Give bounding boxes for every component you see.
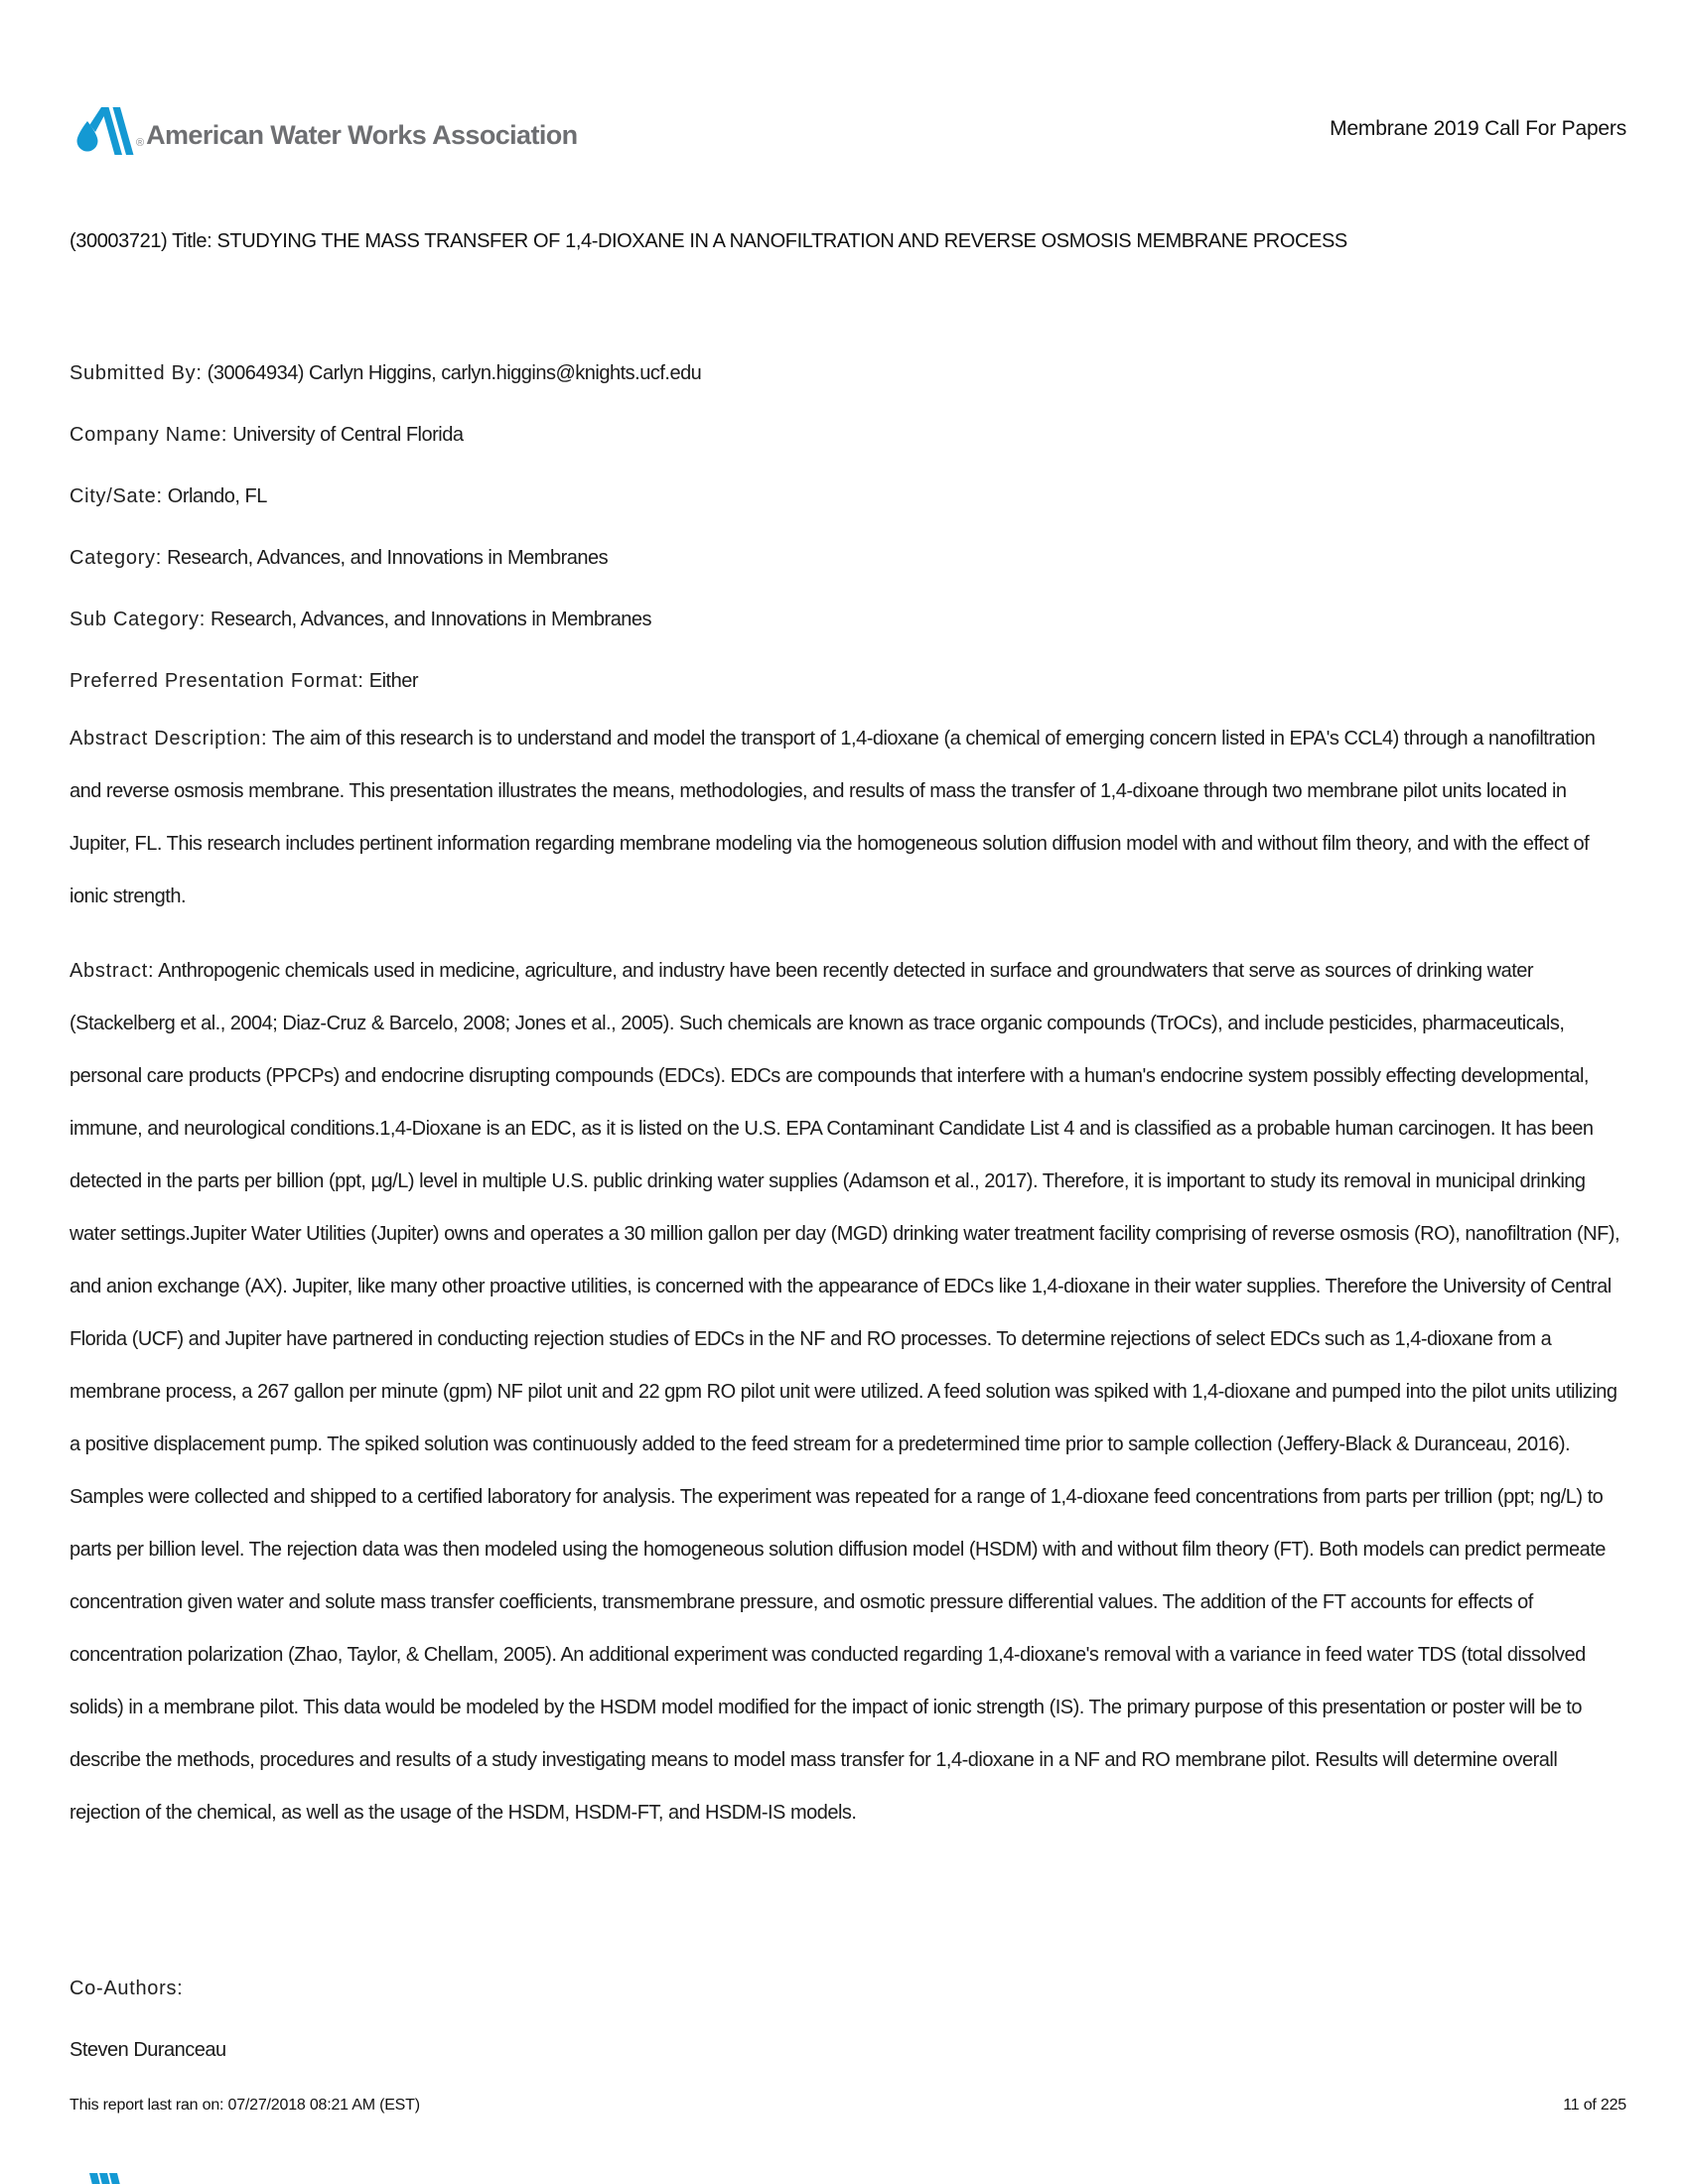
awwa-water-drop-icon [73, 105, 135, 155]
classification-section [70, 527, 1626, 712]
sub-category-value: Research, Advances, and Innovations in Membranes [205, 609, 652, 630]
submitted-by-value: (30064934) Carlyn Higgins, carlyn.higgins@knights.ucf.edu [202, 362, 702, 384]
presentation-format-label: Preferred Presentation Format: [70, 670, 364, 692]
header-logo [73, 105, 578, 155]
city-state-row [70, 466, 1626, 527]
presentation-format-value: Either [363, 670, 418, 692]
submitted-by-label: Submitted By: [70, 362, 203, 384]
registered-trademark-symbol: ® [136, 137, 145, 149]
submitter-section [70, 342, 1626, 527]
report-title: Membrane 2019 Call For Papers [1330, 117, 1626, 140]
category-row [70, 527, 1626, 589]
sub-category-row [70, 589, 1626, 650]
company-name-label: Company Name: [70, 424, 228, 446]
abstract-label: Abstract: [70, 960, 155, 982]
org-name: American Water Works Association [146, 120, 578, 150]
abstract-description-label: Abstract Description: [70, 728, 268, 750]
co-authors-label: Co-Authors: [70, 1978, 184, 1999]
abstract-paragraph [70, 945, 1626, 1840]
company-name-value: University of Central Florida [227, 424, 464, 446]
co-authors-section [70, 1958, 1626, 2081]
abstract-text: Anthropogenic chemicals used in medicine, agriculture, and industry have been recently detected in surface and groundwaters that serve as sources of drinking water (Stackelberg et al., 2004; Diaz-Cruz & Barcelo, 2008; Jones et al., 2005). Such chemicals are known as trace organic compounds (TrOCs), and include pesticides, pharmaceuticals, personal care products (PPCPs) and endocrine disrupting compounds (EDCs). EDCs are compounds that interfere with a human's endocrine system possibly effecting developmental, immune, and neurological conditions.1,4-Dioxane is an EDC, as it is listed on the U.S. EPA Contaminant Candidate List 4 and is classified as a probable human carcinogen. It has been detected in the parts per billion (ppt, µg/L) level in multiple U.S. public drinking water supplies (Adamson et al., 2017). Therefore, it is important to study its removal in municipal drinking water settings.Jupiter Water Utilities (Jupiter) owns and operates a 30 million gallon per day (MGD) drinking water treatment facility comprising of reverse osmosis (RO), nanofiltration (NF), and anion exchange (AX). Jupiter, like many other proactive utilities, is concerned with the appearance of EDCs like 1,4-dioxane in their water supplies. Therefore the University of Central Florida (UCF) and Jupiter have partnered in conducting rejection studies of EDCs in the NF and RO processes. To determine rejections of select EDCs such as 1,4-dioxane from a membrane process, a 267 gallon per minute (gpm) NF pilot unit and 22 gpm RO pilot unit were utilized. A feed solution was spiked with 1,4-dioxane and pumped into the pilot units utilizing a positive displacement pump. The spiked solution was continuously added to the feed stream for a predetermined time prior to sample collection (Jeffery-Black & Duranceau, 2016). Samples were collected and shipped to a certified laboratory for analysis. The experiment was repeated for a range of 1,4-dioxane feed concentrations from parts per trillion (ppt; ng/L) to parts per billion level. The rejection data was then modeled using the homogeneous solution diffusion model (HSDM) with and without film theory (FT). Both models can predict permeate concentration given water and solute mass transfer coefficients, transmembrane pressure, and osmotic pressure differential values. The addition of the FT accounts for effects of concentration polarization (Zhao, Taylor, & Chellam, 2005). An additional experiment was conducted regarding 1,4-dioxane's removal with a variance in feed water TDS (total dissolved solids) in a membrane pilot. This data would be modeled by the HSDM model modified for the impact of ionic strength (IS). The primary purpose of this presentation or poster will be to describe the methods, procedures and results of a study investigating means to model mass transfer for 1,4-dioxane in a NF and RO membrane pilot. Results will determine overall rejection of the chemical, as well as the usage of the HSDM, HSDM-FT, and HSDM-IS models. [70, 960, 1620, 1824]
presentation-format-row [70, 650, 1626, 712]
sub-category-label: Sub Category: [70, 609, 206, 630]
category-label: Category: [70, 547, 163, 569]
footer-last-ran: This report last ran on: 07/27/2018 08:21 AM (EST) [70, 2097, 420, 2114]
city-state-value: Orlando, FL [162, 485, 267, 507]
next-page-logo-fragment-icon [85, 2172, 125, 2184]
category-value: Research, Advances, and Innovations in Membranes [162, 547, 609, 569]
co-author-name: Steven Duranceau [70, 2039, 226, 2061]
submitted-by-row [70, 342, 1626, 404]
submission-title-line: (30003721) Title: STUDYING THE MASS TRANSFER OF 1,4-DIOXANE IN A NANOFILTRATION AND REVERSE OSMOSIS MEMBRANE PROCESS [70, 230, 1347, 252]
abstract-description-paragraph [70, 713, 1626, 923]
footer-page-number: 11 of 225 [1563, 2097, 1626, 2114]
company-name-row [70, 404, 1626, 466]
city-state-label: City/Sate: [70, 485, 163, 507]
abstract-description-text: The aim of this research is to understand and model the transport of 1,4-dioxane (a chemical of emerging concern listed in EPA's CCL4) through a nanofiltration and reverse osmosis membrane. This presentation illustrates the means, methodologies, and results of mass the transfer of 1,4-dixoane through two membrane pilot units located in Jupiter, FL. This research includes pertinent information regarding membrane modeling via the homogeneous solution diffusion model with and without film theory, and with the effect of ionic strength. [70, 728, 1596, 907]
